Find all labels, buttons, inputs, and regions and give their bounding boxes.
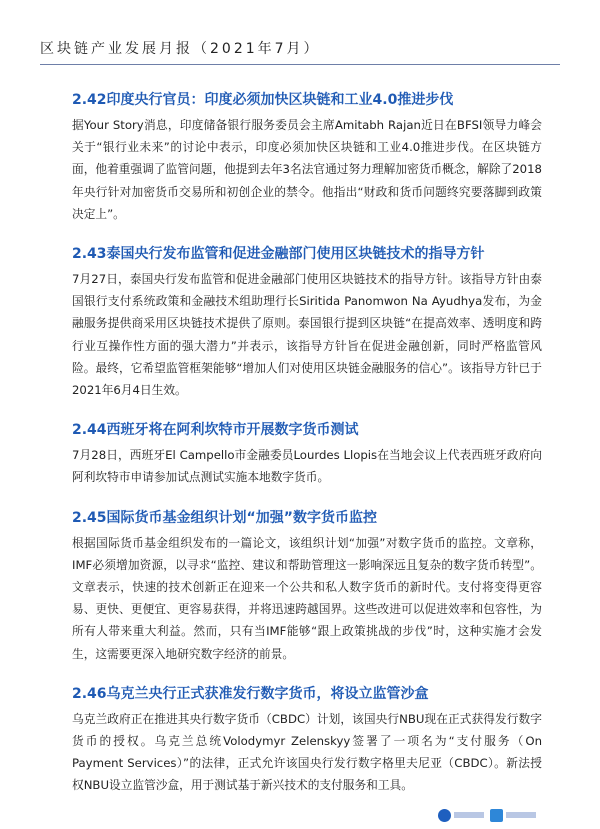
publisher-logo-icon	[438, 809, 451, 822]
section-title: 2.45国际货币基金组织计划“加强”数字货币监控	[72, 509, 377, 526]
report-header-title: 区块链产业发展月报（2021年7月）	[40, 41, 321, 57]
header-divider	[40, 64, 560, 65]
publisher-logo-text-icon	[454, 812, 484, 818]
section-2-44	[72, 420, 542, 488]
section-body: 7月27日，泰国央行发布监管和促进金融部门使用区块链技术的指导方针。该指导方针由泰国银行支付系统政策和金融技术组助理行长Siritida Panomwon Na Ayudhya发布，为金融服务提供商采用区块链技术提供了原则。泰国银行提到区块链“在提高效率、透明度和跨行业互操作性方面的强大潜力”并表示，该指导方针旨在促进金融创新，同时严格监管风险。最终，它希望监管框架能够“增加人们对使用区块链金融服务的信心”。该指导方针已于2021年6月4日生效。	[72, 272, 542, 398]
section-title: 2.44西班牙将在阿利坎特市开展数字货币测试	[72, 422, 359, 439]
section-body: 7月28日，西班牙El Campello市金融委员Lourdes Llopis在当地会议上代表西班牙政府向阿利坎特市申请参加试点测试实施本地数字货币。	[72, 448, 542, 485]
section-2-46	[72, 684, 542, 797]
section-body: 根据国际货币基金组织发布的一篇论文，该组织计划“加强”对数字货币的监控。文章称，IMF必须增加资源，以寻求“监控、建议和帮助管理这一影响深远且复杂的数字货币转型”。文章表示，快速的技术创新正在迎来一个公共和私人数字货币的新时代。支付将变得更容易、更快、更便宜、更容易获得，并将迅速跨越国界。这些改进可以促进效率和包容性，为所有人带来重大利益。然而，只有当IMF能够“跟上政策挑战的步伐”时，这种实施才会发生，这需要更深入地研究数字经济的前景。	[72, 535, 542, 661]
section-2-43	[72, 244, 542, 401]
section-2-45	[72, 508, 542, 665]
section-title: 2.43泰国央行发布监管和促进金融部门使用区块链技术的指导方针	[72, 246, 485, 263]
footer-logos	[438, 809, 568, 829]
section-title: 2.42印度央行官员：印度必须加快区块链和工业4.0推进步伐	[72, 92, 454, 108]
section-body: 乌克兰政府正在推进其央行数字货币（CBDC）计划，该国央行NBU现在正式获得发行数字货币的授权。乌克兰总统Volodymyr Zelenskyy签署了一项名为“支付服务（On Payment Services）”的法律，正式允许该国央行发行数字格里夫尼亚（CBDC）。新法授权NBU设立监管沙盒，用于测试基于新兴技术的支付服务和工具。	[72, 711, 542, 793]
section-2-42	[72, 90, 542, 225]
partner-logo-icon	[490, 809, 503, 822]
partner-logo-text-icon	[506, 812, 536, 818]
section-body: 据Your Story消息，印度储备银行服务委员会主席Amitabh Rajan近日在BFSI领导力峰会关于“银行业未来”的讨论中表示，印度必须加快区块链和工业4.0推进步伐。在区块链方面，他着重强调了监管问题，他提到去年3名法官通过努力理解加密货币概念，解除了2018年央行针对加密货币交易所和初创企业的禁令。他指出“财政和货币问题终究要落脚到政策决定上”。	[72, 118, 542, 221]
report-content	[72, 90, 542, 816]
section-title: 2.46乌克兰央行正式获准发行数字货币，将设立监管沙盒	[72, 685, 429, 702]
